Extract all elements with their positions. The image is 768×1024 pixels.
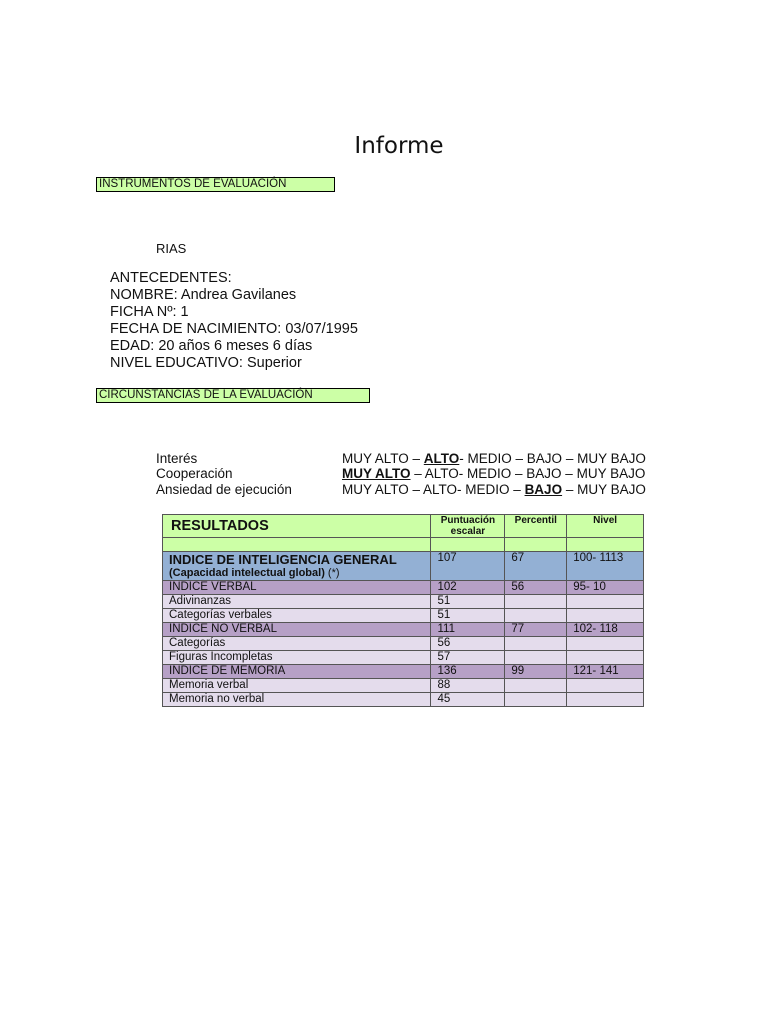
general-index-level: 100- 1113 bbox=[567, 552, 644, 581]
row-score: 57 bbox=[431, 651, 505, 665]
circumstance-name: Ansiedad de ejecución bbox=[156, 482, 292, 497]
antecedentes-education: NIVEL EDUCATIVO: Superior bbox=[110, 355, 302, 371]
row-score: 136 bbox=[431, 665, 505, 679]
index-row bbox=[163, 581, 644, 595]
circumstance-row bbox=[156, 451, 646, 466]
row-level bbox=[567, 637, 644, 651]
row-label: INDICE VERBAL bbox=[163, 581, 431, 595]
general-index-note: (*) bbox=[327, 567, 340, 579]
general-index-subtitle-text: (Capacidad intelectual global) bbox=[169, 567, 325, 579]
result-rows bbox=[163, 581, 644, 707]
subtest-row bbox=[163, 637, 644, 651]
scale-selected: MUY ALTO bbox=[342, 466, 411, 481]
row-level bbox=[567, 679, 644, 693]
general-index-label bbox=[163, 552, 431, 581]
results-header: RESULTADOS bbox=[163, 515, 431, 538]
row-score: 51 bbox=[431, 595, 505, 609]
scale-post: – ALTO- MEDIO – BAJO – MUY BAJO bbox=[410, 466, 646, 481]
table-header-row bbox=[163, 515, 644, 538]
row-percentile: 99 bbox=[505, 665, 567, 679]
col-level-header: Nivel bbox=[567, 515, 644, 538]
circumstance-row bbox=[156, 482, 646, 497]
antecedentes-block bbox=[110, 270, 358, 372]
row-level: 121- 141 bbox=[567, 665, 644, 679]
scale-selected: BAJO bbox=[524, 482, 563, 497]
circumstance-scale bbox=[342, 466, 645, 481]
subtest-row bbox=[163, 595, 644, 609]
antecedentes-age: EDAD: 20 años 6 meses 6 días bbox=[110, 338, 313, 354]
general-index-title: INDICE DE INTELIGENCIA GENERAL bbox=[169, 552, 397, 567]
scale-selected: ALTO bbox=[423, 451, 460, 466]
antecedentes-name: NOMBRE: Andrea Gavilanes bbox=[110, 287, 297, 303]
general-index-row bbox=[163, 552, 644, 581]
results-table bbox=[162, 514, 644, 707]
row-percentile bbox=[505, 637, 567, 651]
row-score: 51 bbox=[431, 609, 505, 623]
row-label: Adivinanzas bbox=[163, 595, 431, 609]
row-level bbox=[567, 609, 644, 623]
row-level bbox=[567, 651, 644, 665]
row-percentile: 56 bbox=[505, 581, 567, 595]
table-separator bbox=[163, 538, 644, 552]
instruments-label: INSTRUMENTOS DE EVALUACIÓN bbox=[96, 177, 335, 192]
antecedentes-heading: ANTECEDENTES: bbox=[110, 270, 232, 286]
circumstance-name: Interés bbox=[156, 451, 198, 466]
subtest-row bbox=[163, 651, 644, 665]
circumstances-label: CIRCUNSTANCIAS DE LA EVALUACIÓN bbox=[96, 388, 370, 403]
index-row bbox=[163, 665, 644, 679]
circumstance-scale bbox=[342, 451, 646, 466]
row-percentile bbox=[505, 679, 567, 693]
row-level bbox=[567, 693, 644, 707]
circumstance-scale bbox=[342, 482, 646, 497]
row-percentile bbox=[505, 595, 567, 609]
page-title: Informe bbox=[354, 133, 444, 159]
row-score: 102 bbox=[431, 581, 505, 595]
subtest-row bbox=[163, 609, 644, 623]
row-level bbox=[567, 595, 644, 609]
antecedentes-birthdate: FECHA DE NACIMIENTO: 03/07/1995 bbox=[110, 321, 358, 337]
test-name: RIAS bbox=[156, 241, 187, 256]
general-index-percentile: 67 bbox=[505, 552, 567, 581]
general-index-subtitle bbox=[169, 567, 424, 580]
scale-pre: MUY ALTO – bbox=[342, 451, 424, 466]
row-percentile bbox=[505, 609, 567, 623]
row-score: 88 bbox=[431, 679, 505, 693]
row-level: 102- 118 bbox=[567, 623, 644, 637]
row-label: Categorías verbales bbox=[163, 609, 431, 623]
row-label: INDICE DE MEMORIA bbox=[163, 665, 431, 679]
row-score: 45 bbox=[431, 693, 505, 707]
row-percentile: 77 bbox=[505, 623, 567, 637]
row-label: Memoria verbal bbox=[163, 679, 431, 693]
subtest-row bbox=[163, 693, 644, 707]
circumstance-row bbox=[156, 466, 646, 481]
scale-post: - MEDIO – BAJO – MUY BAJO bbox=[459, 451, 646, 466]
row-label: Figuras Incompletas bbox=[163, 651, 431, 665]
general-index-score: 107 bbox=[431, 552, 505, 581]
subtest-row bbox=[163, 679, 644, 693]
row-label: Categorías bbox=[163, 637, 431, 651]
circumstance-name: Cooperación bbox=[156, 466, 233, 481]
row-percentile bbox=[505, 693, 567, 707]
col-percentile-header: Percentil bbox=[505, 515, 567, 538]
row-label: INDICE NO VERBAL bbox=[163, 623, 431, 637]
row-score: 56 bbox=[431, 637, 505, 651]
col-score-header: Puntuación escalar bbox=[431, 515, 505, 538]
antecedentes-file: FICHA Nº: 1 bbox=[110, 304, 189, 320]
row-score: 111 bbox=[431, 623, 505, 637]
row-percentile bbox=[505, 651, 567, 665]
row-label: Memoria no verbal bbox=[163, 693, 431, 707]
scale-post: – MUY BAJO bbox=[562, 482, 646, 497]
index-row bbox=[163, 623, 644, 637]
row-level: 95- 10 bbox=[567, 581, 644, 595]
scale-pre: MUY ALTO – ALTO- MEDIO – bbox=[342, 482, 525, 497]
